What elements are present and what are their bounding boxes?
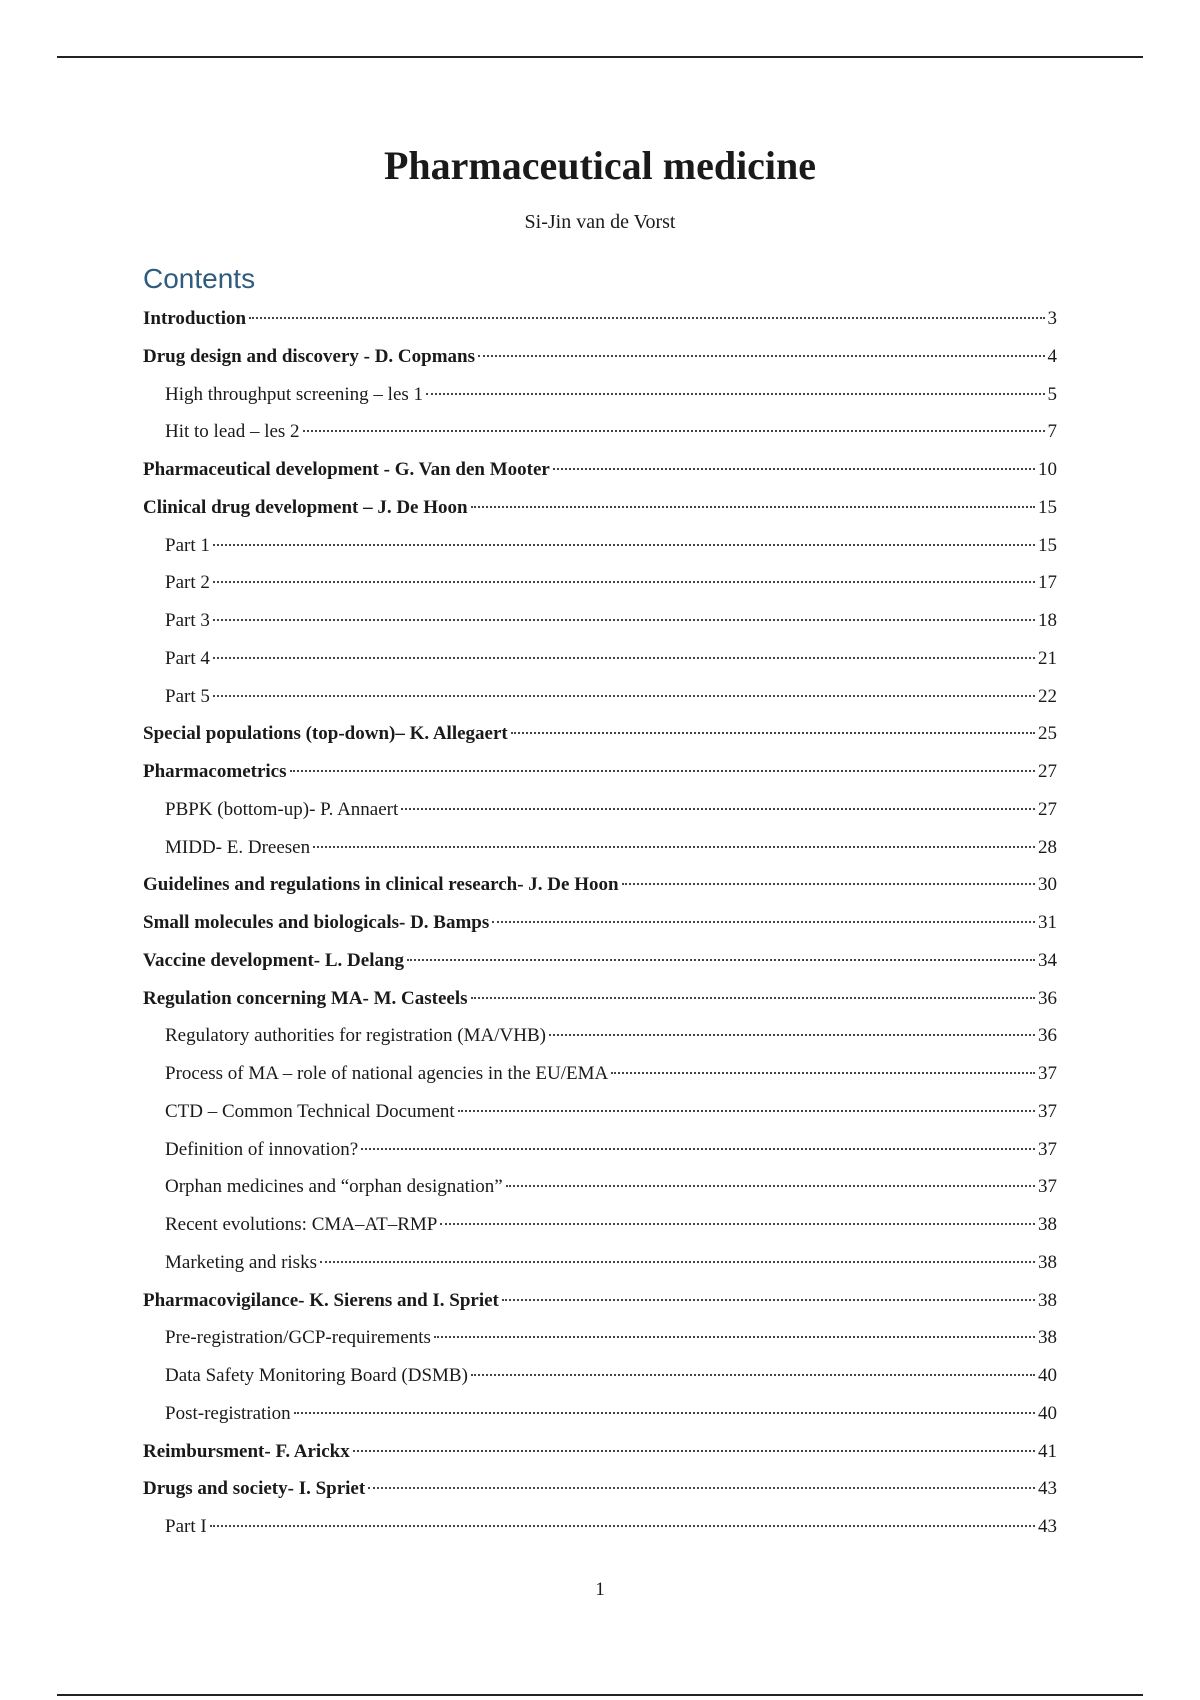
toc-entry[interactable] [143,1282,1057,1320]
toc-entry-page: 43 [1038,1516,1057,1537]
toc-entry[interactable] [143,1357,1057,1395]
toc-entry-page: 38 [1038,1214,1057,1235]
toc-entry-page: 30 [1038,874,1057,896]
toc-entry[interactable] [143,791,1057,829]
toc-entry[interactable] [143,866,1057,904]
document-author: Si-Jin van de Vorst [524,211,676,233]
toc-entry-page: 37 [1038,1100,1057,1122]
toc-entry-title: Drug design and discovery - D. Copmans [143,345,476,367]
toc-entry-page: 17 [1038,572,1057,594]
toc-entry[interactable] [143,753,1057,791]
toc-entry-title: Orphan medicines and “orphan designation” [165,1176,503,1198]
toc-dot-leader [506,1185,1035,1187]
toc-entry[interactable] [143,1093,1057,1131]
toc-entry[interactable] [143,413,1057,451]
toc-entry[interactable] [143,829,1057,867]
toc-entry[interactable] [143,376,1057,414]
toc-dot-leader [407,959,1035,961]
toc-entry-title: Definition of innovation? [165,1138,359,1160]
toc-dot-leader [294,1412,1035,1414]
toc-entry-title: Data Safety Monitoring Board (DSMB) [165,1365,468,1386]
toc-entry[interactable] [143,1433,1057,1471]
toc-dot-leader [401,808,1035,810]
toc-entry-page: 43 [1038,1478,1057,1500]
toc-entry-page: 37 [1038,1138,1057,1160]
toc-entry-page: 15 [1038,496,1057,518]
toc-entry-page: 18 [1038,610,1057,631]
toc-entry[interactable] [143,300,1057,338]
toc-dot-leader [353,1450,1035,1452]
toc-dot-leader [320,1261,1035,1263]
toc-entry-page: 25 [1038,723,1057,745]
toc-entry-title: Clinical drug development – J. De Hoon [143,496,468,518]
toc-entry-page: 4 [1047,345,1057,367]
toc-entry[interactable] [143,564,1057,602]
toc-entry-title: Part I [165,1516,207,1537]
toc-entry[interactable] [143,1470,1057,1508]
toc-entry-page: 40 [1038,1365,1057,1386]
toc-entry-title: Guidelines and regulations in clinical research- J. De Hoon [143,874,619,896]
toc-entry-title: Regulatory authorities for registration (MA/VHB) [165,1025,546,1047]
toc-entry-title: Pharmacometrics [143,761,287,782]
toc-dot-leader [440,1223,1035,1225]
toc-entry-title: Drugs and society- I. Spriet [143,1478,366,1500]
toc-dot-leader [478,355,1044,357]
toc-entry-page: 3 [1047,308,1057,329]
toc-entry-title: Small molecules and biologicals- D. Bamps [143,912,490,933]
page-number: 1 [595,1579,605,1600]
toc-entry[interactable] [143,338,1057,376]
toc-entry-title: Pre-registration/GCP-requirements [165,1327,431,1349]
toc-dot-leader [553,468,1035,470]
toc-entry[interactable] [143,904,1057,942]
toc-dot-leader [471,1374,1035,1376]
toc-entry-page: 27 [1038,798,1057,820]
toc-entry[interactable] [143,1319,1057,1357]
toc-dot-leader [303,430,1045,432]
toc-entry-page: 28 [1038,836,1057,858]
toc-entry-title: Marketing and risks [165,1251,317,1273]
toc-entry[interactable] [143,1131,1057,1169]
toc-entry[interactable] [143,678,1057,716]
toc-dot-leader [458,1110,1035,1112]
toc-entry-title: Post-registration [165,1402,291,1424]
toc-entry[interactable] [143,942,1057,980]
toc-dot-leader [368,1487,1035,1489]
toc-entry-title: Pharmaceutical development - G. Van den Mooter [143,459,550,480]
toc-dot-leader [511,732,1035,734]
toc-entry[interactable] [143,489,1057,527]
toc-dot-leader [492,921,1035,923]
toc-entry-title: Part 3 [165,610,210,631]
toc-entry[interactable] [143,1395,1057,1433]
toc-entry-page: 38 [1038,1289,1057,1311]
toc-dot-leader [471,997,1035,999]
toc-entry-title: High throughput screening – les 1 [165,383,424,405]
toc-entry[interactable] [143,1244,1057,1282]
toc-entry-title: Reimbursment- F. Arickx [143,1440,350,1462]
toc-dot-leader [213,657,1035,659]
toc-entry-page: 36 [1038,1025,1057,1047]
toc-entry[interactable] [143,1206,1057,1244]
toc-entry-page: 38 [1038,1251,1057,1273]
bottom-rule [57,1694,1143,1696]
toc-entry[interactable] [143,602,1057,640]
toc-entry[interactable] [143,640,1057,678]
toc-entry-page: 21 [1038,647,1057,669]
toc-entry[interactable] [143,980,1057,1018]
toc-entry-page: 5 [1047,383,1057,405]
toc-entry-page: 40 [1038,1402,1057,1424]
toc-dot-leader [213,695,1035,697]
toc-entry-title: Special populations (top-down)– K. Allegaert [143,723,508,745]
toc-dot-leader [622,883,1035,885]
toc-entry[interactable] [143,527,1057,565]
toc-entry-title: Hit to lead – les 2 [165,421,300,443]
toc-entry[interactable] [143,1508,1057,1546]
toc-entry-page: 36 [1038,987,1057,1009]
toc-entry-title: Introduction [143,308,247,329]
toc-entry-title: Vaccine development- L. Delang [143,949,405,971]
toc-dot-leader [249,317,1044,319]
toc-entry-page: 7 [1047,421,1057,443]
toc-entry-title: Pharmacovigilance- K. Sierens and I. Spriet [143,1289,499,1311]
toc-entry-page: 41 [1038,1440,1057,1462]
toc-entry-title: Regulation concerning MA- M. Casteels [143,987,468,1009]
toc-entry-title: Recent evolutions: CMA–AT–RMP [165,1214,438,1235]
toc-entry-title: Part 4 [165,647,210,669]
contents-heading: Contents [143,263,256,294]
toc-dot-leader [213,544,1035,546]
toc-dot-leader [611,1072,1035,1074]
toc-entry-page: 34 [1038,949,1057,971]
toc-entry-page: 31 [1038,912,1057,933]
toc-dot-leader [434,1336,1035,1338]
toc-dot-leader [502,1299,1035,1301]
toc-dot-leader [213,619,1035,621]
toc-entry-page: 22 [1038,685,1057,707]
toc-entry[interactable] [143,1055,1057,1093]
toc-dot-leader [471,506,1035,508]
table-of-contents [143,300,1057,1546]
toc-entry[interactable] [143,451,1057,489]
toc-entry-title: CTD – Common Technical Document [165,1100,455,1122]
toc-entry-title: PBPK (bottom-up)- P. Annaert [165,798,399,820]
toc-dot-leader [290,770,1036,772]
toc-entry-page: 10 [1038,459,1057,480]
top-rule [57,56,1143,58]
toc-entry-title: Part 2 [165,572,210,594]
toc-entry-title: Process of MA – role of national agencies in the EU/EMA [165,1063,609,1084]
toc-dot-leader [549,1034,1035,1036]
toc-dot-leader [426,393,1044,395]
toc-dot-leader [313,846,1035,848]
toc-entry[interactable] [143,1017,1057,1055]
toc-entry-page: 38 [1038,1327,1057,1349]
toc-entry[interactable] [143,1168,1057,1206]
toc-entry-title: Part 5 [165,685,210,707]
toc-entry-title: MIDD- E. Dreesen [165,836,311,858]
toc-entry[interactable] [143,715,1057,753]
toc-dot-leader [213,581,1035,583]
document-title: Pharmaceutical medicine [383,143,817,188]
toc-entry-page: 37 [1038,1063,1057,1084]
toc-entry-page: 37 [1038,1176,1057,1198]
toc-dot-leader [361,1148,1035,1150]
toc-entry-page: 27 [1038,761,1057,782]
toc-entry-page: 15 [1038,534,1057,556]
toc-entry-title: Part 1 [165,534,210,556]
toc-dot-leader [210,1525,1035,1527]
